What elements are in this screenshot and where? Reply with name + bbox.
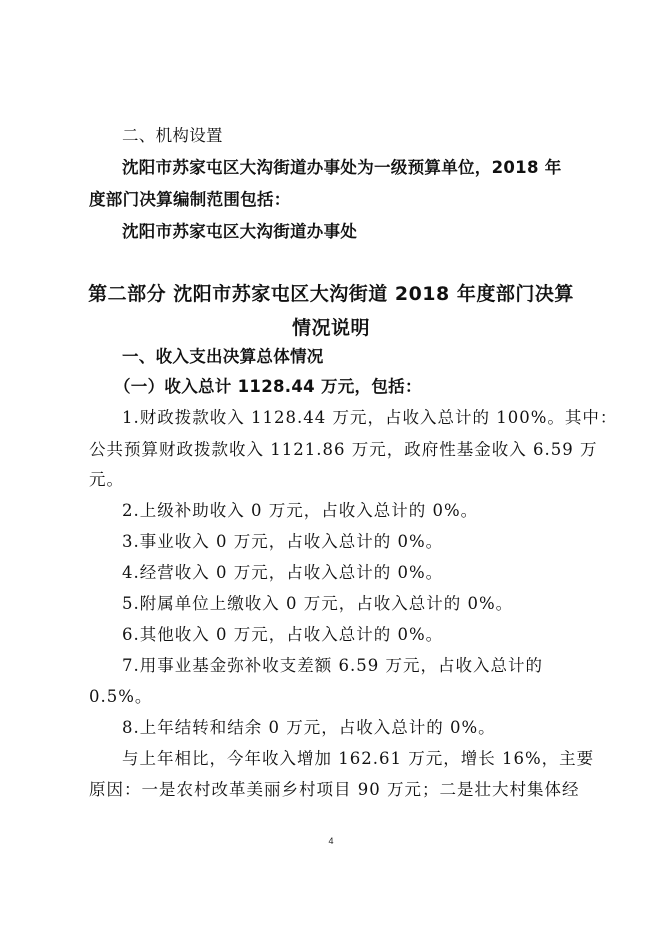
comparison-line1: 与上年相比，今年收入增加 162.61 万元，增长 16%，主要 (122, 749, 595, 768)
income-item-7-line1: 7.用事业基金弥补收支差额 6.59 万元，占收入总计的 (122, 656, 543, 675)
paragraph-unit-name: 沈阳市苏家屯区大沟街道办事处 (122, 222, 358, 241)
income-item-1-line2: 公共预算财政拨款收入 1121.86 万元，政府性基金收入 6.59 万 (89, 440, 598, 459)
overview-heading: 一、收入支出决算总体情况 (122, 347, 324, 366)
income-item-3: 3.事业收入 0 万元，占收入总计的 0%。 (122, 532, 444, 551)
income-item-7-line2: 0.5%。 (89, 687, 153, 706)
income-item-8: 8.上年结转和结余 0 万元，占收入总计的 0%。 (122, 718, 496, 737)
paragraph-budget-unit-line2: 度部门决算编制范围包括： (89, 190, 291, 209)
part-two-title-line1: 第二部分 沈阳市苏家屯区大沟街道 2018 年度部门决算 (88, 283, 574, 305)
income-item-2: 2.上级补助收入 0 万元，占收入总计的 0%。 (122, 501, 479, 520)
income-item-1-line1: 1.财政拨款收入 1128.44 万元，占收入总计的 100%。其中： (122, 408, 618, 427)
income-total-subheading: （一）收入总计 1128.44 万元，包括： (114, 377, 422, 396)
income-item-1-line3: 元。 (89, 470, 124, 489)
part-two-title-line2: 情况说明 (291, 317, 370, 339)
income-item-4: 4.经营收入 0 万元，占收入总计的 0%。 (122, 563, 444, 582)
income-item-5: 5.附属单位上缴收入 0 万元，占收入总计的 0%。 (122, 594, 514, 613)
paragraph-budget-unit-line1: 沈阳市苏家屯区大沟街道办事处为一级预算单位，2018 年 (122, 158, 562, 177)
section-heading-organization: 二、机构设置 (122, 126, 223, 145)
income-item-6: 6.其他收入 0 万元，占收入总计的 0%。 (122, 625, 444, 644)
comparison-line2: 原因：一是农村改革美丽乡村项目 90 万元；二是壮大村集体经 (89, 780, 580, 799)
page-number: 4 (328, 836, 334, 846)
